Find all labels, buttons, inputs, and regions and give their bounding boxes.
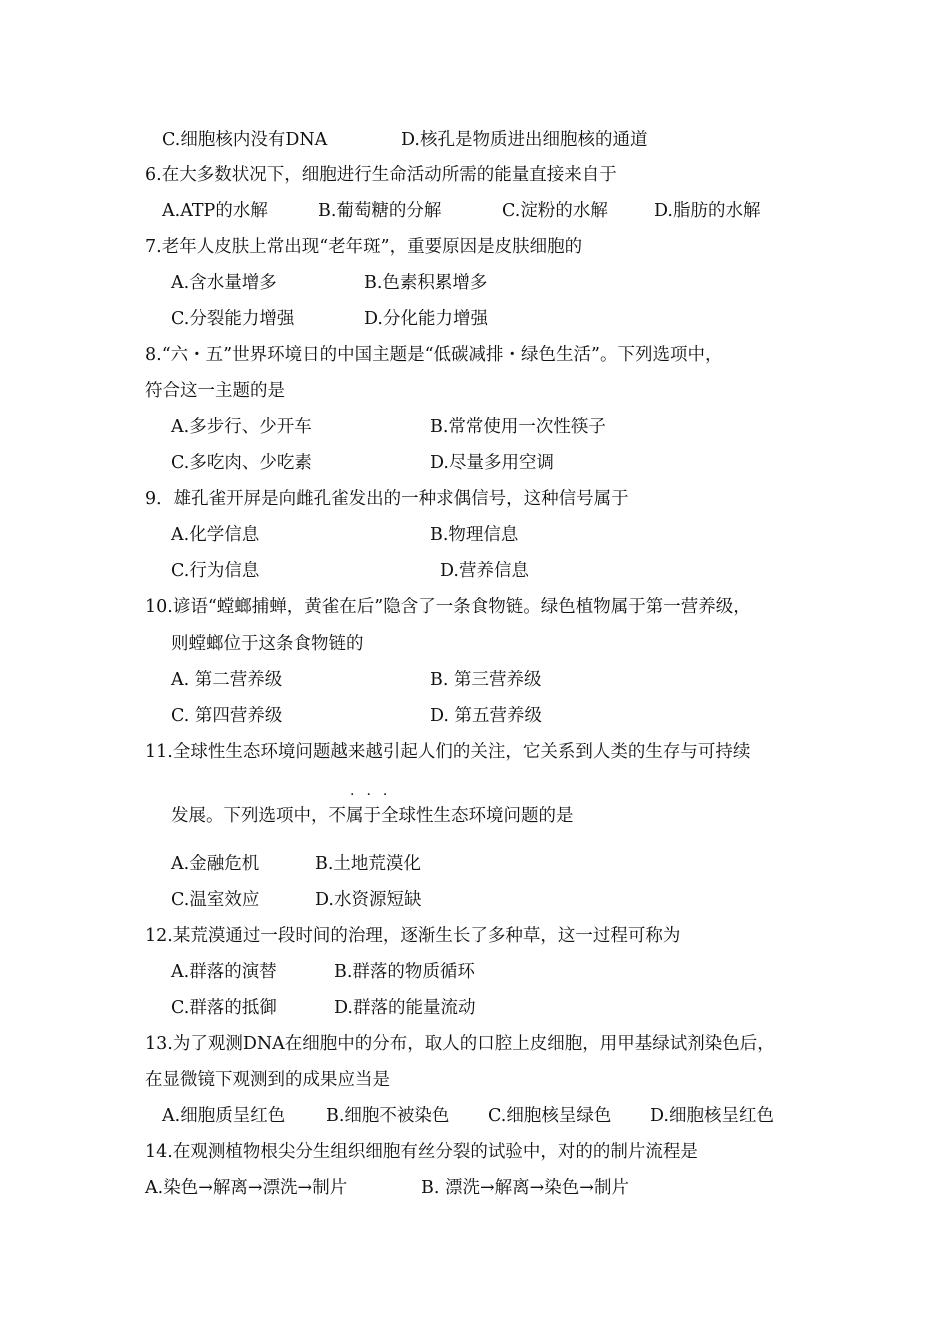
q6-option-a: A.ATP的水解	[162, 201, 268, 221]
q12-option-c: C.群落的抵御	[171, 998, 277, 1018]
q5-option-c: C.细胞核内没有DNA	[162, 130, 328, 150]
q9-option-b: B.物理信息	[430, 525, 519, 545]
q12-option-a: A.群落的演替	[171, 962, 277, 982]
q8-option-d: D.尽量多用空调	[430, 453, 554, 473]
q14-option-a: A.染色→解离→漂洗→制片	[145, 1178, 348, 1198]
q6-option-b: B.葡萄糖的分解	[318, 201, 442, 221]
q13-option-c: C.细胞核呈绿色	[488, 1106, 612, 1126]
q5-option-d: D.核孔是物质进出细胞核的通道	[401, 130, 648, 150]
q10-stem-line2: 则螳螂位于这条食物链的	[171, 634, 364, 654]
q13-stem-line1: 13.为了观测DNA在细胞中的分布，取人的口腔上皮细胞，用甲基绿试剂染色后，	[145, 1034, 775, 1054]
q11-option-a: A.金融危机	[171, 854, 260, 874]
q13-option-b: B.细胞不被染色	[326, 1106, 450, 1126]
q8-option-c: C.多吃肉、少吃素	[171, 453, 312, 473]
q10-option-d: D. 第五营养级	[430, 706, 543, 726]
q10-option-a: A. 第二营养级	[171, 670, 283, 690]
q8-option-b: B.常常使用一次性筷子	[430, 417, 606, 437]
q6-stem: 6.在大多数状况下，细胞进行生命活动所需的能量直接来自于	[145, 165, 617, 185]
q11-option-d: D.水资源短缺	[315, 890, 422, 910]
q8-stem-line1: 8.“六・五”世界环境日的中国主题是“低碳减排・绿色生活”。下列选项中，	[145, 345, 723, 365]
q7-option-b: B.色素积累增多	[364, 273, 488, 293]
q13-option-d: D.细胞核呈红色	[650, 1106, 774, 1126]
emphasis-dots: ···	[350, 787, 400, 803]
q6-option-d: D.脂肪的水解	[654, 201, 761, 221]
q11-option-c: C.温室效应	[171, 890, 260, 910]
q11-option-b: B.土地荒漠化	[315, 854, 421, 874]
q10-stem-line1: 10.谚语“螳螂捕蝉，黄雀在后”隐含了一条食物链。绿色植物属于第一营养级，	[145, 597, 751, 617]
q8-option-a: A.多步行、少开车	[171, 417, 312, 437]
q11-stem-line2: 发展。下列选项中，不属于全球性生态环境问题的是	[171, 806, 574, 826]
q9-stem: 9．雄孔雀开屏是向雌孔雀发出的一种求偶信号，这种信号属于	[145, 489, 629, 509]
q12-stem: 12.某荒漠通过一段时间的治理，逐渐生长了多种草，这一过程可称为	[145, 926, 681, 946]
q12-option-d: D.群落的能量流动	[334, 998, 476, 1018]
q7-option-c: C.分裂能力增强	[171, 309, 295, 329]
q7-option-a: A.含水量增多	[171, 273, 277, 293]
q11-stem-line1: 11.全球性生态环境问题越来越引起人们的关注，它关系到人类的生存与可持续	[145, 742, 751, 762]
q10-option-b: B. 第三营养级	[430, 670, 542, 690]
q9-option-d: D.营养信息	[440, 561, 529, 581]
q14-option-b: B. 漂洗→解离→染色→制片	[421, 1178, 629, 1198]
q12-option-b: B.群落的物质循环	[334, 962, 475, 982]
q13-stem-line2: 在显微镜下观测到的成果应当是	[145, 1070, 390, 1090]
q6-option-c: C.淀粉的水解	[502, 201, 608, 221]
q10-option-c: C. 第四营养级	[171, 706, 283, 726]
q7-option-d: D.分化能力增强	[364, 309, 488, 329]
q8-stem-line2: 符合这一主题的是	[145, 381, 285, 401]
q9-option-c: C.行为信息	[171, 561, 260, 581]
q14-stem: 14.在观测植物根尖分生组织细胞有丝分裂的试验中，对的的制片流程是	[145, 1142, 698, 1162]
q7-stem: 7.老年人皮肤上常出现“老年斑”，重要原因是皮肤细胞的	[145, 237, 583, 257]
q13-option-a: A.细胞质呈红色	[162, 1106, 286, 1126]
q9-option-a: A.化学信息	[171, 525, 260, 545]
